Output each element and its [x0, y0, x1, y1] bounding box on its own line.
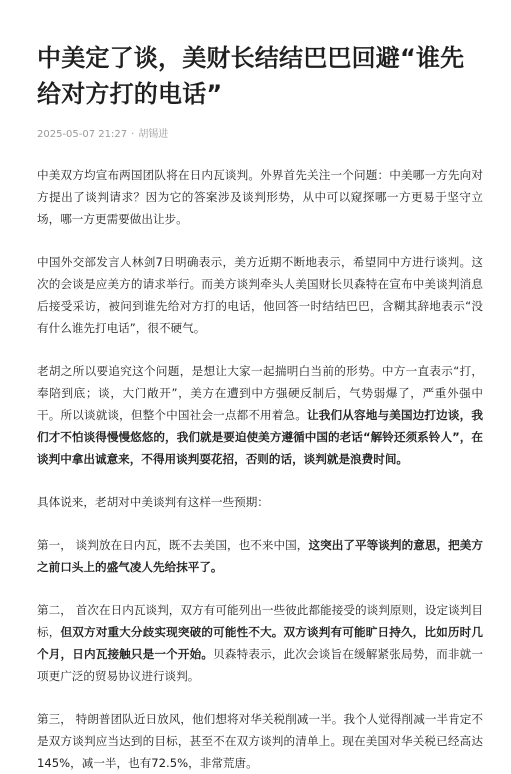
article-body	[37, 164, 483, 774]
paragraph-text: 贝森特表示，此次会谈旨在缓解紧张局势，而非就一项更广泛的贸易协议进行谈判。	[37, 647, 483, 683]
paragraph-text: 老胡之所以要追究这个问题，是想让大家一起揣明白当前的形势。中方一直表示“打，奉陪到底；谈，大门敞开”，美方在遭到中方强硬反制后，气势弱爆了，严重外强中干。所以谈就谈，但整个中国社会一点都不用着急。	[37, 364, 483, 422]
publish-datetime: 2025-05-07 21:27	[37, 129, 128, 140]
paragraph-text: 具体说来，老胡对中美谈判有这样一些预期：	[37, 495, 269, 509]
paragraph	[37, 534, 483, 578]
paragraph	[37, 491, 483, 513]
article-meta	[37, 128, 483, 142]
paragraph-text: 中国外交部发言人林剑7日明确表示，美方近期不断地表示，希望同中方进行谈判。这次的会谈是应美方的请求举行。而美方谈判牵头人美国财长贝森特在宣布中美谈判消息后接受采访，被问到谁先给对方打的电话，他回答一时结结巴巴，含糊其辞地表示“没有什么谁先打电话”，很不硬气。	[37, 255, 483, 335]
article-title: 中美定了谈，美财长结结巴巴回避“谁先给对方打的电话”	[37, 44, 465, 108]
paragraph	[37, 708, 483, 774]
paragraph-text: 第一， 谈判放在日内瓦，既不去美国，也不来中国，	[37, 538, 309, 552]
paragraph	[37, 251, 483, 339]
paragraph-text: 第三， 特朗普团队近日放风，他们想将对华关税削减一半。我个人觉得削减一半肯定不是双方谈判应当达到的目标，甚至不在双方谈判的清单上。现在美国对华关税已经高达145%，减一半，也有72.5%，非常荒唐。	[37, 712, 483, 770]
paragraph-text: 中美双方均宣布两国团队将在日内瓦谈判。外界首先关注一个问题：中美哪一方先向对方提出了谈判请求？因为它的答案涉及谈判形势，从中可以窥探哪一方更易于坚守立场，哪一方更需要做出让步。	[37, 168, 483, 226]
paragraph	[37, 360, 483, 470]
paragraph-bold-text: 这突出了平等谈判的意思，把美方之前口头上的盛气凌人先给抹平了。	[37, 538, 483, 574]
paragraph-bold-text: 但双方对重大分歧实现突破的可能性不大。双方谈判有可能旷日持久，比如历时几个月，日内瓦接触只是一个开始。	[37, 625, 483, 661]
paragraph	[37, 599, 483, 687]
meta-separator: ·	[131, 129, 135, 140]
paragraph-text: 第二， 首次在日内瓦谈判，双方有可能列出一些彼此都能接受的谈判原则，设定谈判目标，	[37, 603, 483, 639]
author-link[interactable]: 胡锡进	[138, 129, 169, 140]
paragraph	[37, 164, 483, 230]
paragraph-bold-text: 让我们从容地与美国边打边谈，我们才不怕谈得慢慢悠悠的，我们就是要迫使美方遵循中国的老话“解铃还须系铃人”，在谈判中拿出诚意来，不得用谈判耍花招，否则的话，谈判就是浪费时间。	[37, 408, 483, 466]
